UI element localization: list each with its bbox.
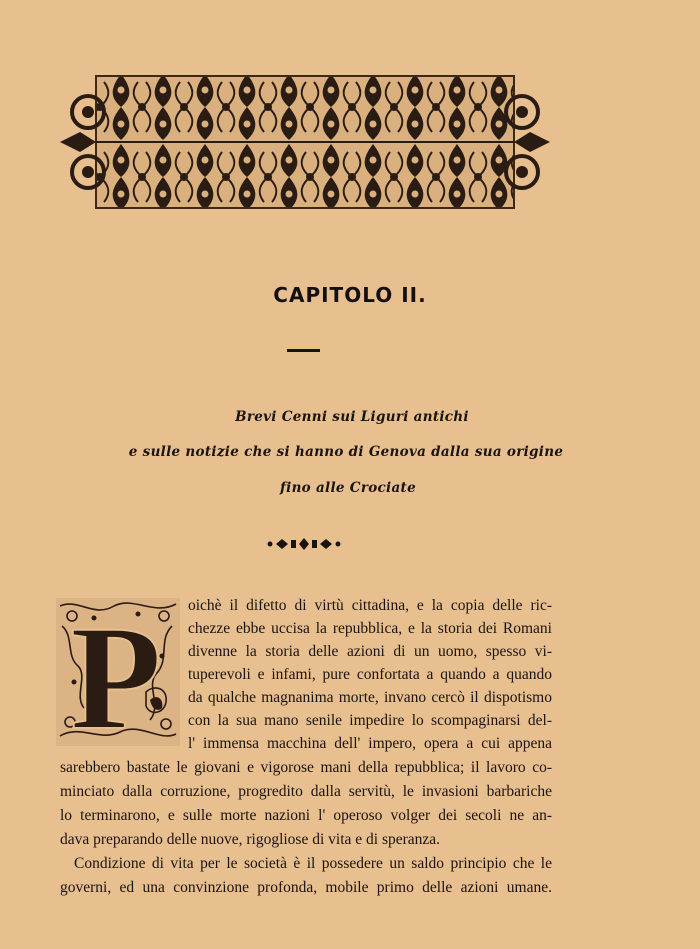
body-line-12: Condizione di vita per le società è il possedere un saldo principio che le xyxy=(74,855,552,872)
subtitle-line-2: e sulle notizie che si hanno di Genova dalla sua origine xyxy=(128,444,564,460)
body-line-10: lo terminarono, e sulle morte nazioni l' operoso volger dei secoli ne an- xyxy=(60,807,552,824)
dropcap-letter: P xyxy=(70,596,162,748)
body-line-11: dava preparando delle nuove, rigogliose di vita e di speranza. xyxy=(60,831,441,848)
body-line-1: oichè il difetto di virtù cittadina, e la copia delle ric- xyxy=(188,597,552,614)
chapter-title: CAPITOLO II. xyxy=(273,283,427,307)
body-line-4: tuperevoli e infami, pure confortata a quando a quando xyxy=(188,666,552,683)
ornamental-header-banner xyxy=(58,72,552,212)
dropcap-illustration xyxy=(54,596,182,748)
body-line-5: da qualche magnanima morte, invano cercò il dispotismo xyxy=(188,689,552,706)
body-line-6: con la sua mano senile impedire lo scompaginarsi del- xyxy=(188,712,552,729)
body-line-9: minciato dalla corruzione, progredito dalla servitù, le invasioni barbariche xyxy=(60,783,552,800)
body-line-8: sarebbero bastate le giovani e vigorose mani della repubblica; il lavoro co- xyxy=(60,759,552,776)
subtitle-line-3: fino alle Crociate xyxy=(280,480,416,496)
title-rule xyxy=(287,349,320,352)
fleuron-divider xyxy=(266,537,342,551)
body-line-7: l' immensa macchina dell' impero, opera a cui appena xyxy=(188,735,552,752)
body-line-2: chezze ebbe uccisa la repubblica, e la storia dei Romani xyxy=(188,620,552,637)
subtitle-line-1: Brevi Cenni sui Liguri antichi xyxy=(235,409,469,425)
body-line-13: governi, ed una convinzione profonda, mobile primo delle azioni umane. xyxy=(60,879,552,896)
body-line-3: divenne la storia delle azioni di un uomo, spesso vi- xyxy=(188,643,552,660)
